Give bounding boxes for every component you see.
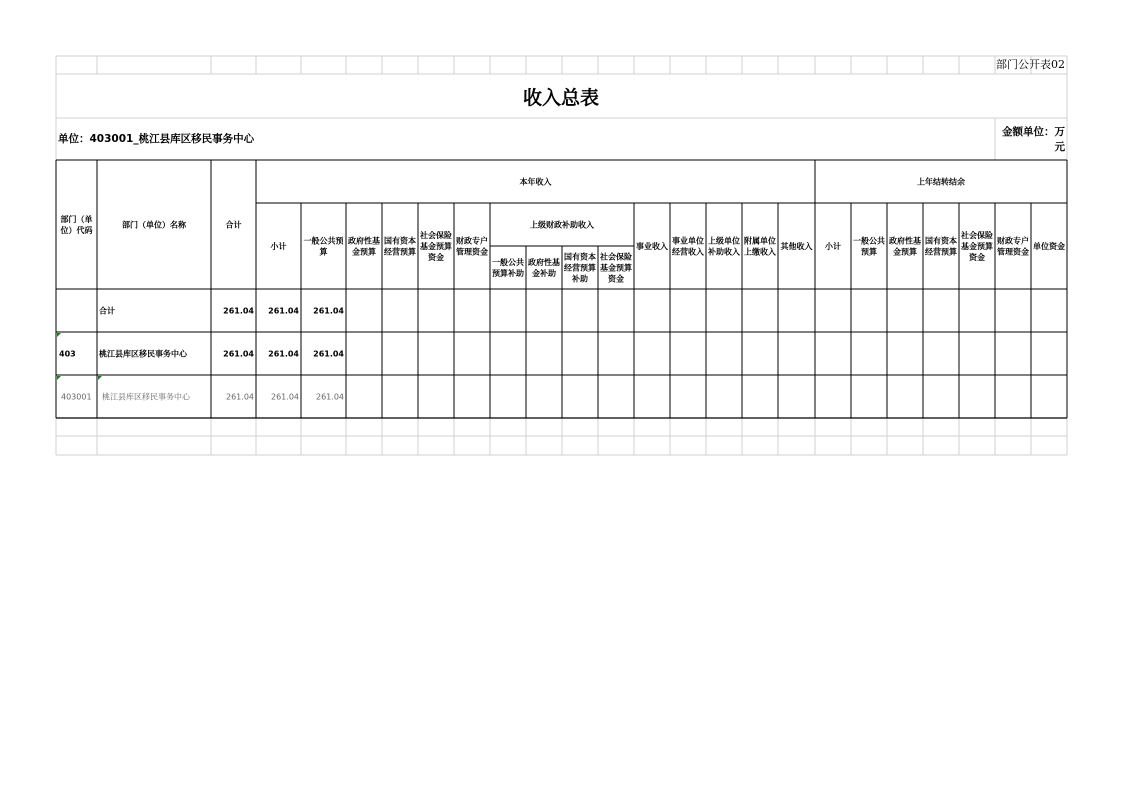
header-cy-business [636,241,668,251]
header-cy-affiliated-turnin-line: 附属单位 [744,236,776,246]
row-name: 桃江县库区移民事务中心 [99,349,187,359]
header-sub-general-line: 一般公共 [492,257,524,267]
header-py-social-insurance-line: 基金预算 [961,241,993,251]
header-py-gov-fund-line: 金预算 [893,247,917,257]
page-title: 收入总表 [522,87,600,109]
header-cy-fiscal-special-line: 财政专户 [456,236,488,246]
cell-marker [57,333,61,337]
row-general: 261.04 [313,306,344,316]
header-name [122,219,187,229]
header-cy-fiscal-special-line: 管理资金 [456,247,488,257]
header-cy-social-insurance-line: 社会保险 [420,230,452,240]
header-code-line: 位）代码 [60,225,93,235]
header-cy-unit-operation-line: 经营收入 [672,247,704,257]
header-sub-social-insurance-line: 社会保险 [600,252,632,262]
row-name: 桃江县库区移民事务中心 [102,392,190,402]
row-name: 合计 [99,306,115,316]
header-cy-unit-operation [672,235,704,256]
header-name-line: 部门（单位）名称 [122,220,186,230]
row-total: 261.04 [223,349,254,359]
header-cy-subtotal [271,241,287,251]
header-py-gov-fund [889,235,921,256]
header-sub-social-insurance [599,251,632,283]
header-cy-general [304,235,344,256]
header-cy-general-line: 一般公共预 [303,236,344,246]
header-prior-year [917,176,965,186]
header-cy-general-line: 算 [319,247,328,257]
header-current-year-line: 本年收入 [519,177,552,187]
header-py-general-line: 预算 [861,247,877,257]
cell-marker [98,376,102,380]
header-sub-gov-fund-line: 政府性基 [528,257,560,267]
header-py-fiscal-special-line: 管理资金 [997,247,1029,257]
row-general: 261.04 [316,392,344,402]
header-cy-affiliated-turnin [744,235,776,256]
header-code [60,214,93,235]
header-sub-gov-fund-line: 金补助 [532,268,556,278]
header-cy-business-line: 事业收入 [636,241,668,251]
header-py-gov-fund-line: 政府性基 [889,236,921,246]
row-total: 261.04 [226,392,254,402]
header-sub-social-insurance-line: 基金预算 [600,263,632,273]
header-cy-social-insurance-line: 基金预算 [420,241,452,251]
header-superior-subsidy-line: 上级财政补助收入 [530,220,594,230]
row-code: 403001 [61,392,92,402]
header-code-line: 部门（单 [60,214,93,224]
header-cy-state-capital-line: 国有资本 [384,236,416,246]
row-general: 261.04 [313,349,344,359]
header-py-unit-funds-line: 单位资金 [1033,241,1065,251]
header-cy-superior-grant-line: 上级单位 [708,236,740,246]
header-cy-other [781,241,813,251]
header-cy-gov-fund [348,235,380,256]
table-body [59,306,344,402]
header-py-general-line: 一般公共 [853,236,885,246]
header-py-social-insurance-line: 资金 [969,252,985,262]
header-sub-state-capital [564,251,596,283]
amount-unit-line2: 元 [1054,141,1065,153]
header-current-year [520,176,552,186]
row-subtotal: 261.04 [268,306,299,316]
row-subtotal: 261.04 [268,349,299,359]
header-cy-fiscal-special [456,235,488,256]
header-total [226,219,242,229]
header-py-subtotal-line: 小计 [825,241,841,251]
header-py-state-capital-line: 国有资本 [925,236,957,246]
header-total-line: 合计 [225,220,242,230]
cell-marker [57,376,61,380]
header-py-subtotal [825,241,841,251]
row-code: 403 [59,349,76,359]
header-sub-social-insurance-line: 资金 [608,274,624,284]
header-cy-superior-grant [707,235,740,256]
header-cy-gov-fund-line: 政府性基 [348,236,380,246]
header-py-unit-funds [1033,241,1065,251]
header-py-social-insurance [960,230,993,262]
header-py-fiscal-special [997,235,1029,256]
header-sub-state-capital-line: 经营预算 [564,263,596,273]
header-cy-social-insurance-line: 资金 [428,252,444,262]
header-py-social-insurance-line: 社会保险 [961,230,993,240]
header-sub-state-capital-line: 补助 [572,274,588,284]
row-subtotal: 261.04 [271,392,299,402]
sheet-id-label: 部门公开表02 [996,58,1065,71]
header-cy-affiliated-turnin-line: 上缴收入 [744,247,776,257]
header-prior-year-line: 上年结转结余 [917,177,965,187]
header-cy-social-insurance [419,230,452,262]
header-py-state-capital [925,235,957,256]
header-cy-gov-fund-line: 金预算 [352,247,376,257]
table-borders [56,160,1067,418]
header-superior-subsidy [530,219,594,229]
header-py-general [853,235,885,256]
header-py-fiscal-special-line: 财政专户 [997,236,1029,246]
header-sub-general-line: 预算补助 [492,268,524,278]
header-sub-state-capital-line: 国有资本 [564,252,596,262]
unit-label: 单位：403001_桃江县库区移民事务中心 [58,133,255,145]
header-cy-subtotal-line: 小计 [270,241,287,251]
header-cy-unit-operation-line: 事业单位 [672,236,704,246]
header-py-state-capital-line: 经营预算 [925,247,957,257]
header-cy-superior-grant-line: 补助收入 [708,247,740,257]
amount-unit-line1: 金额单位：万 [1002,126,1065,138]
header-cy-state-capital [384,235,416,256]
header-sub-general [492,257,524,278]
header-cy-other-line: 其他收入 [780,241,813,251]
row-total: 261.04 [223,306,254,316]
header-cy-state-capital-line: 经营预算 [384,247,416,257]
header-sub-gov-fund [528,257,560,278]
